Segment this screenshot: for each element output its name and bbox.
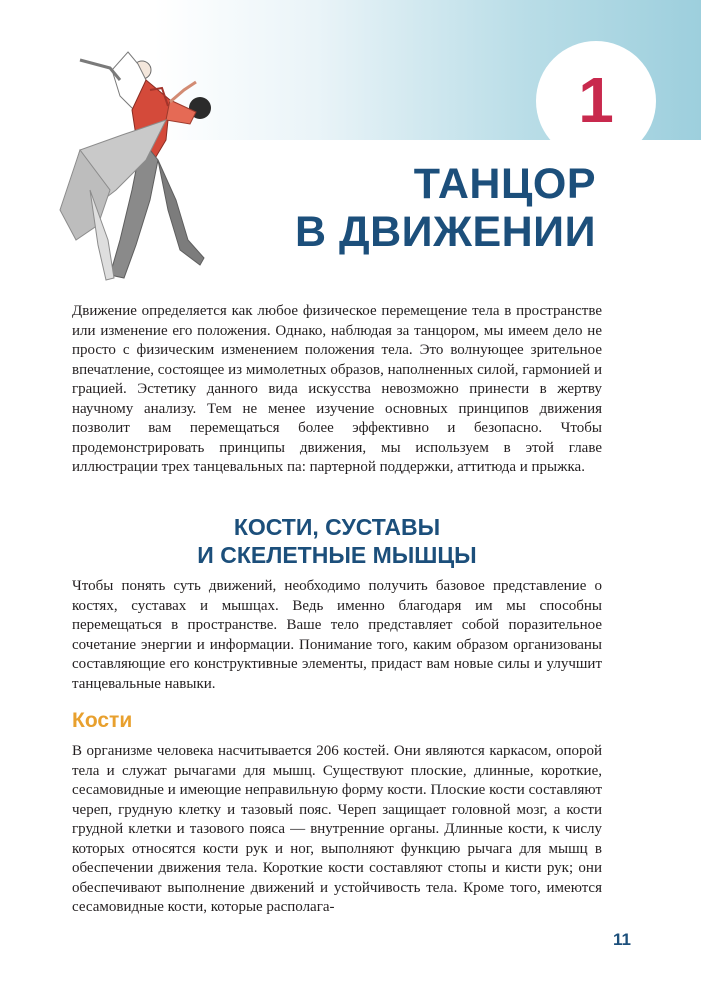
page-number: 11 [613,930,631,949]
chapter-number-badge [536,41,656,161]
section-heading-line-2: И СКЕЛЕТНЫЕ МЫШЦЫ [197,542,477,568]
chapter-number: 1 [578,64,614,136]
intro-paragraph: Движение определяется как любое физическое перемещение тела в пространстве или изменение его положения. Однако, наблюдая за танцором, мы имеем дело не просто с физическим изменением положения тела. Это волнующее зрительное впечатление, состоящее из мимолетных образов, наполненных силой, гармонией и грацией. Эстетику данного вида искусства невозможно принести в жертву научному анализу. Тем не менее изучение основных принципов движения позволит вам перемещаться более эффективно и безопасно. Чтобы продемонстрировать принципы движения, мы используем в этой главе иллюстрации трех танцевальных па: партерной поддержки, аттитюда и прыжка. [72,303,602,475]
chapter-title-line-1: ТАНЦОР [413,160,596,208]
dancers-illustration [50,40,220,285]
subsection-heading: Кости [72,709,133,732]
section-paragraph: Чтобы понять суть движений, необходимо получить базовое представление о костях, суставах и мышцах. Ведь именно благодаря им мы способны перемещаться в пространстве. Ваше тело представляет собой поразительное сочетание энергии и информации. Понимание того, каким образом организованы составляющие его конструктивные элементы, придаст вам новые силы и улучшит танцевальные навыки. [72,578,602,692]
chapter-title-line-2: В ДВИЖЕНИИ [294,208,596,256]
section-heading [72,513,602,569]
chapter-title [295,160,596,256]
subsection-paragraph: В организме человека насчитывается 206 костей. Они являются каркасом, опорой тела и служат рычагами для мышц. Существуют плоские, длинные, короткие, сесамовидные и имеющие неправильную форму кости. Плоские кости составляют череп, грудную клетку и тазовый пояс. Череп защищает головной мозг, а кости грудной клетки и тазового пояса — внутренние органы. Длинные кости, к числу которых относятся кости рук и ног, выполняют функцию рычага для мышц в обеспечении движения тела. Короткие кости составляют стопы и кисти рук; они обеспечивают выполнение движений и устойчивость тела. Кроме того, имеются сесамовидные кости, которые располага- [72,743,602,915]
section-heading-line-1: КОСТИ, СУСТАВЫ [233,514,441,540]
